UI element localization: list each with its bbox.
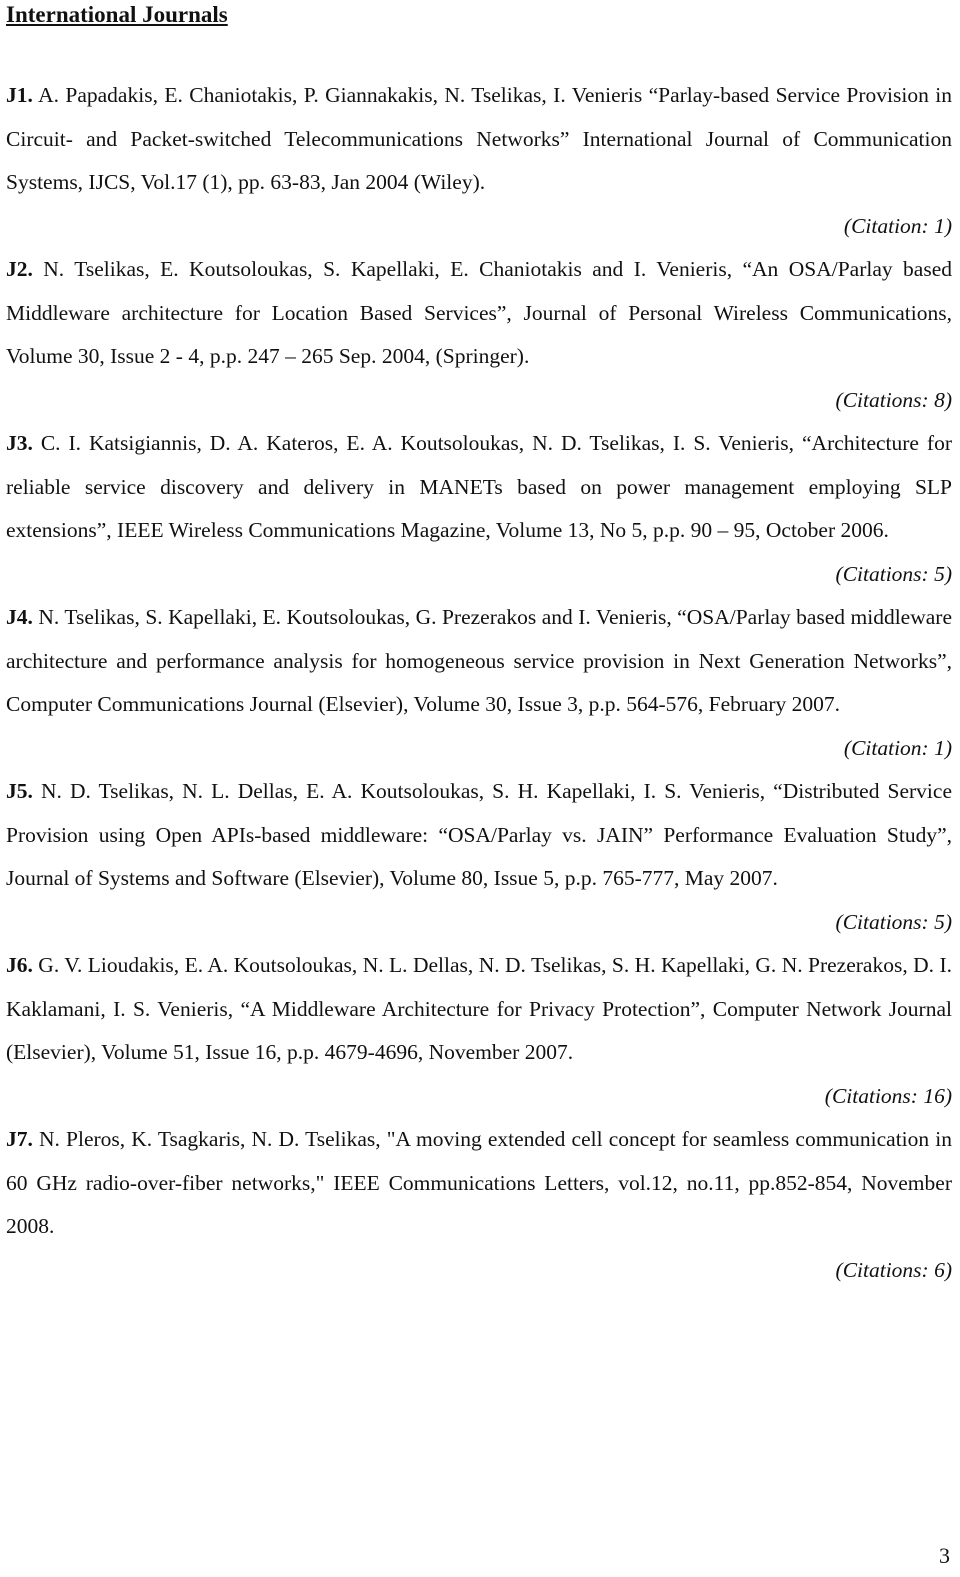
entry-text (6, 248, 952, 379)
journal-list (6, 74, 952, 1292)
journal-entry-j4 (6, 596, 952, 770)
entry-body: N. Tselikas, E. Koutsoloukas, S. Kapellaki, E. Chaniotakis and I. Venieris, “An OSA/Parlay based Middleware architecture for Location Based Services”, Journal of Personal Wireless Communications, Volume 30, Issue 2 - 4, p.p. 247 – 265 Sep. 2004, (Springer). (6, 257, 952, 368)
section-title: International Journals (6, 2, 228, 27)
entry-text (6, 596, 952, 727)
journal-entry-j2 (6, 248, 952, 422)
citation-count: (Citation: 1) (843, 735, 952, 760)
entry-body: G. V. Lioudakis, E. A. Koutsoloukas, N. L. Dellas, N. D. Tselikas, S. H. Kapellaki, G. N. Prezerakos, D. I. Kaklamani, I. S. Venieris, “A Middleware Architecture for Privacy Protection”, Computer Network Journal (Elsevier), Volume 51, Issue 16, p.p. 4679-4696, November 2007. (6, 953, 952, 1064)
entry-text (6, 770, 952, 901)
document-page (6, 0, 952, 1292)
entry-label: J4. (6, 605, 33, 629)
citation-count: (Citations: 16) (824, 1083, 952, 1108)
journal-entry-j1 (6, 74, 952, 248)
citation-count: (Citations: 6) (835, 1257, 952, 1282)
page-number: 3 (939, 1543, 950, 1568)
entry-text (6, 1118, 952, 1249)
entry-label: J3. (6, 431, 33, 455)
entry-body: A. Papadakis, E. Chaniotakis, P. Giannakakis, N. Tselikas, I. Venieris “Parlay-based Service Provision in Circuit- and Packet-switched Telecommunications Networks” International Journal of Communication Systems, IJCS, Vol.17 (1), pp. 63-83, Jan 2004 (Wiley). (6, 83, 952, 194)
journal-entry-j5 (6, 770, 952, 944)
entry-body: N. Tselikas, S. Kapellaki, E. Koutsoloukas, G. Prezerakos and I. Venieris, “OSA/Parlay based middleware architecture and performance analysis for homogeneous service provision in Next Generation Networks”, Computer Communications Journal (Elsevier), Volume 30, Issue 3, p.p. 564-576, February 2007. (6, 605, 952, 716)
citation-count: (Citations: 5) (835, 561, 952, 586)
entry-label: J2. (6, 257, 33, 281)
journal-entry-j3 (6, 422, 952, 596)
entry-body: N. D. Tselikas, N. L. Dellas, E. A. Koutsoloukas, S. H. Kapellaki, I. S. Venieris, “Distributed Service Provision using Open APIs-based middleware: “OSA/Parlay vs. JAIN” Performance Evaluation Study”, Journal of Systems and Software (Elsevier), Volume 80, Issue 5, p.p. 765-777, May 2007. (6, 779, 952, 890)
citation-count: (Citations: 5) (835, 909, 952, 934)
entry-label: J7. (6, 1127, 33, 1151)
entry-text (6, 74, 952, 205)
entry-body: N. Pleros, K. Tsagkaris, N. D. Tselikas, "A moving extended cell concept for seamless communication in 60 GHz radio-over-fiber networks," IEEE Communications Letters, vol.12, no.11, pp.852-854, November 2008. (6, 1127, 952, 1238)
entry-text (6, 944, 952, 1075)
citation-count: (Citations: 8) (835, 387, 952, 412)
entry-text (6, 422, 952, 553)
citation-count: (Citation: 1) (843, 213, 952, 238)
journal-entry-j6 (6, 944, 952, 1118)
entry-body: C. I. Katsigiannis, D. A. Kateros, E. A. Koutsoloukas, N. D. Tselikas, I. S. Venieris, “Architecture for reliable service discovery and delivery in MANETs based on power management employing SLP extensions”, IEEE Wireless Communications Magazine, Volume 13, No 5, p.p. 90 – 95, October 2006. (6, 431, 952, 542)
journal-entry-j7 (6, 1118, 952, 1292)
entry-label: J5. (6, 779, 33, 803)
entry-label: J6. (6, 953, 33, 977)
entry-label: J1. (6, 83, 33, 107)
